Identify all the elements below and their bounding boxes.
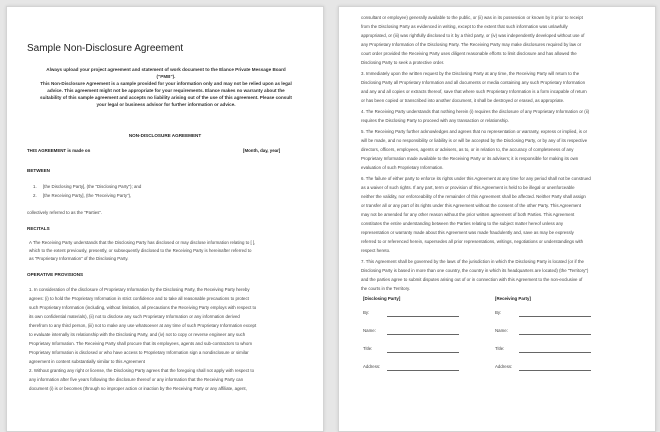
- receiving-address-label: Address:: [495, 364, 513, 369]
- between-heading: BETWEEN: [27, 168, 50, 173]
- receiving-title-label: Title:: [495, 346, 505, 351]
- page2-line: 7. This Agreement shall be governed by the laws of the jurisdiction in which the Disclosing Party is located (or if the: [361, 259, 584, 264]
- page2-line: directors, officers, employees, agents or advisers, as to, or in relation to, the accuracy of completeness of any: [361, 147, 574, 152]
- page2-line: from the Disclosing Party as evidenced in writing, except to the extent that such information was unlawfully: [361, 24, 568, 29]
- page2-line: respect hereto.: [361, 248, 391, 253]
- disclosing-address-label: Address:: [363, 364, 381, 369]
- provision-line: to evaluate internally its relationship with the Disclosing Party, and (iv) not to copy or reverse engineer any such: [29, 332, 246, 337]
- page2-line: will be made, and no responsibility or liability is or will be accepted by the Disclosing Party, or by any of its respective: [361, 138, 588, 143]
- receiving-name-label: Name:: [495, 328, 508, 333]
- page2-line: the courts in the Territory.: [361, 286, 411, 291]
- disclosing-by-line[interactable]: [387, 316, 459, 317]
- receiving-title-line[interactable]: [519, 352, 591, 353]
- notice-line: ("PMB").: [156, 74, 176, 79]
- provision-line: 1. In consideration of the disclosure of Proprietary Information by the Disclosing Party, the Receiving Party hereby: [29, 287, 250, 292]
- provision-line: Proprietary Information is disclosed or who have access to Proprietary Information sign a nondisclosure or similar: [29, 350, 249, 355]
- page2-line: evaluation of such Proprietary Information.: [361, 165, 444, 170]
- page2-line: 4. The Receiving Party understands that nothing herein (i) requires the disclosure of any Proprietary Information or (ii): [361, 109, 590, 114]
- page2-line: Proprietary Information made available to the Receiving Party or its advisers; it is responsible for making its own: [361, 156, 579, 161]
- provision-line: Proprietary Information. The Receiving Party shall procure that its employees, agents and sub-contractors to whom: [29, 341, 252, 346]
- page2-line: appropriated, or (iii) was rightfully disclosed to it by a third party, or (iv) was independently developed without use of: [361, 33, 585, 38]
- recitals-heading: RECITALS: [27, 226, 50, 231]
- receiving-name-line[interactable]: [519, 334, 591, 335]
- recital-line: A The Receiving Party understands that the Disclosing Party has disclosed or may disclose information relating to [ ],: [29, 240, 256, 245]
- made-on-date: [Month, day, year]: [243, 148, 281, 153]
- page2-line: Disclosing Party is based in more than one country, the country in which its headquarters are located) (the "Territory"): [361, 268, 589, 273]
- page2-line: 3. Immediately upon the written request by the Disclosing Party at any time, the Receiving Party will return to the: [361, 71, 580, 76]
- document-page-2: [338, 6, 656, 432]
- page2-line: any Proprietary Information of the Disclosing Party. The Receiving Party may make disclosures required by law or: [361, 42, 582, 47]
- disclosing-title-line[interactable]: [387, 352, 459, 353]
- made-on-label-text: THIS AGREEMENT is made on: [27, 148, 91, 153]
- notice-line: suitability of this sample agreement and accepts no liability arising out of the use of this agreement. Please consult: [40, 95, 292, 100]
- notice-line: Always upload your project agreement and statement of work document to the Elance Private Message Board: [46, 67, 286, 72]
- page2-line: court order provided the Receiving Party uses diligent reasonable efforts to limit disclosure and has allowed the: [361, 51, 577, 56]
- notice-line: This Non-Disclosure Agreement is a sample provided for your information only and may not be relied upon as legal: [40, 81, 292, 86]
- recital-line: as "Proprietary Information" of the Disclosing Party.: [29, 256, 129, 261]
- notice-line: your legal or business advisor for further information or advice.: [96, 102, 236, 107]
- page2-line: or transfer all or any part of its rights under this Agreement without the consent of the other Party. This Agreement: [361, 203, 581, 208]
- receiving-party-signature-heading: [Receiving Party]: [495, 296, 531, 301]
- document-title: Sample Non-Disclosure Agreement: [27, 43, 184, 54]
- notice-line: advice. This agreement might not be appropriate for your requirements. Elance makes no warranty about the: [47, 88, 285, 93]
- disclosing-address-line[interactable]: [387, 370, 459, 371]
- disclosing-by-label: By:: [363, 310, 370, 315]
- page2-line: and the parties agree to submit disputes arising out of or in connection with this Agreement to the non-exclusive of: [361, 277, 583, 282]
- provision-line: any information after five years following the disclosure thereof or any information that the Receiving Party can: [29, 377, 244, 382]
- provision-line: agrees: (i) to hold the Proprietary Information in strict confidence and to take all reasonable precautions to protect: [29, 296, 249, 301]
- receiving-address-line[interactable]: [519, 370, 591, 371]
- page2-line: and any and all copies or extracts thereof, save that where such Proprietary Information is a form incapable of return: [361, 89, 587, 94]
- provision-line: 2. Without granting any right or license, the Disclosing Party agrees that the foregoing shall not apply with respect to: [29, 368, 255, 373]
- page2-line: referred to or referenced herein, supersedes all prior representations, writings, negotiations or understandings with: [361, 239, 584, 244]
- page2-line: 5. The Receiving Party further acknowledges and agrees that no representation or warranty, express or implied, is or: [361, 129, 588, 134]
- party-2-number: 2.: [33, 193, 37, 198]
- operative-provisions-heading: OPERATIVE PROVISIONS: [27, 272, 84, 277]
- provision-line: agreement in content substantially similar to this Agreement: [29, 359, 145, 364]
- recital-line: which to the extent previously, presently, or subsequently disclosed to the Receiving Party is hereinafter referred to: [29, 248, 252, 253]
- provision-line: therefrom to any third person, (iii) not to make any use whatsoever at any time of such Proprietary Information except: [29, 323, 257, 328]
- disclosing-name-line[interactable]: [387, 334, 459, 335]
- provision-line: document (i) is or becomes (through no improper action or inaction by the Receiving Party or any affiliate, agent,: [29, 386, 247, 391]
- made-on-label: [27, 148, 90, 153]
- page2-line: representation or warranty made about this Agreement was made fraudulently and, save as may be expressly: [361, 230, 574, 235]
- page2-line: or has been copied or transcribed into another document, it shall be destroyed or erased, as appropriate.: [361, 98, 565, 103]
- receiving-by-line[interactable]: [519, 316, 591, 317]
- page2-line: Disclosing Party to seek a protective order.: [361, 60, 445, 65]
- page2-line: as a waiver of such rights. If any part, term or provision of this Agreement is held to be illegal or unenforceable: [361, 185, 575, 190]
- page2-line: 6. The failure of either party to enforce its rights under this Agreement at any time for any period shall not be construed: [361, 176, 591, 181]
- provision-line: such Proprietary Information (including, without limitation, all precautions the Receiving Party employs with respect to: [29, 305, 257, 310]
- page2-line: requires the Disclosing Party to proceed with any transaction or relationship.: [361, 118, 509, 123]
- receiving-by-label: By:: [495, 310, 502, 315]
- page2-line: may not be amended for any other reason without the prior written agreement of both Parties. This Agreement: [361, 212, 575, 217]
- provision-line: its own confidential materials), (ii) not to disclose any such Proprietary Information or any information derived: [29, 314, 240, 319]
- agreement-heading: NON-DISCLOSURE AGREEMENT: [128, 133, 202, 138]
- party-1-text: [the Disclosing Party], (the "Disclosing Party"); and: [43, 184, 142, 189]
- disclosing-title-label: Title:: [363, 346, 373, 351]
- page2-line: constitutes the entire understanding between the Parties relating to the subject matter hereof unless any: [361, 221, 564, 226]
- page2-line: Disclosing Party all Proprietary Information and all documents or media containing any such Proprietary Information: [361, 80, 586, 85]
- collectively-text: collectively referred to as the "Parties".: [27, 210, 103, 215]
- party-1-number: 1.: [33, 184, 37, 189]
- document-page-1: [6, 6, 324, 432]
- party-2-text: [the Receiving Party], (the "Receiving Party"),: [43, 193, 132, 198]
- page2-line: neither the validity, nor enforceability of the remainder of this Agreement shall be affected. Neither Party shall assign: [361, 194, 586, 199]
- page2-line: consultant or employee) generally available to the public, or (ii) was in its possession or known by it prior to receipt: [361, 15, 583, 20]
- disclosing-party-signature-heading: [Disclosing Party]: [363, 296, 401, 301]
- disclosing-name-label: Name:: [363, 328, 376, 333]
